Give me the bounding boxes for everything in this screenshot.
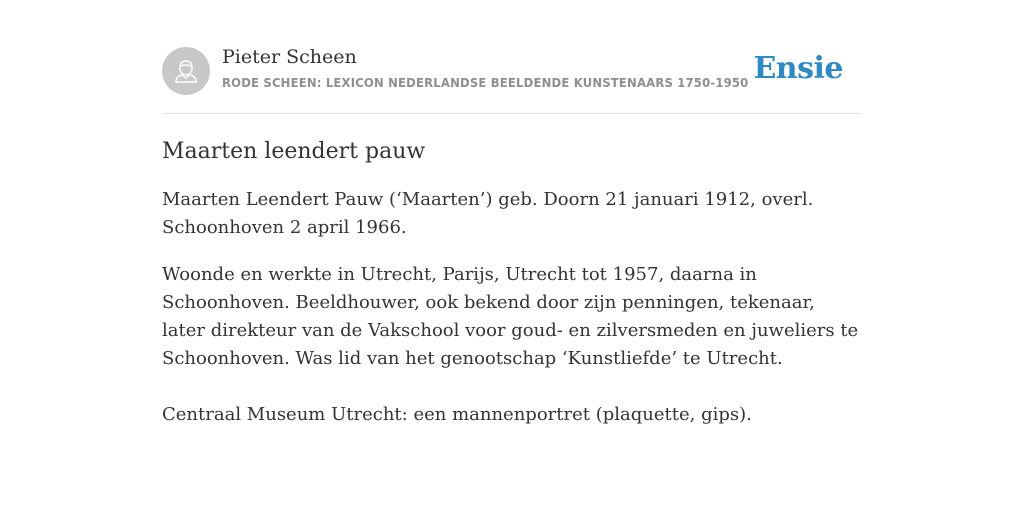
- source-title[interactable]: RODE SCHEEN: LEXICON NEDERLANDSE BEELDENDE KUNSTENAARS 1750-1950: [222, 75, 749, 90]
- paragraph-biography: Woonde en werkte in Utrecht, Parijs, Utrecht tot 1957, daarna in Schoonhoven. Beeldhouwer, ook bekend door zijn penningen, tekenaar, later direkteur van de Vakschool voor goud- en zilversmeden en juweliers te Schoonhoven. Was lid van het genootschap ‘Kunstliefde’ te Utrecht.: [162, 264, 859, 369]
- paragraph-collection: Centraal Museum Utrecht: een mannenportret (plaquette, gips).: [162, 404, 752, 425]
- entry-title: Maarten leendert pauw: [162, 139, 426, 164]
- ensie-logo[interactable]: Ensie: [753, 51, 843, 86]
- user-icon[interactable]: [162, 47, 210, 95]
- entry-header: [162, 46, 862, 114]
- paragraph-birth-death: Maarten Leendert Pauw (‘Maarten’) geb. Doorn 21 januari 1912, overl. Schoonhoven 2 april 1966.: [162, 189, 814, 238]
- author-name[interactable]: Pieter Scheen: [222, 46, 357, 68]
- entry-card: [162, 46, 862, 429]
